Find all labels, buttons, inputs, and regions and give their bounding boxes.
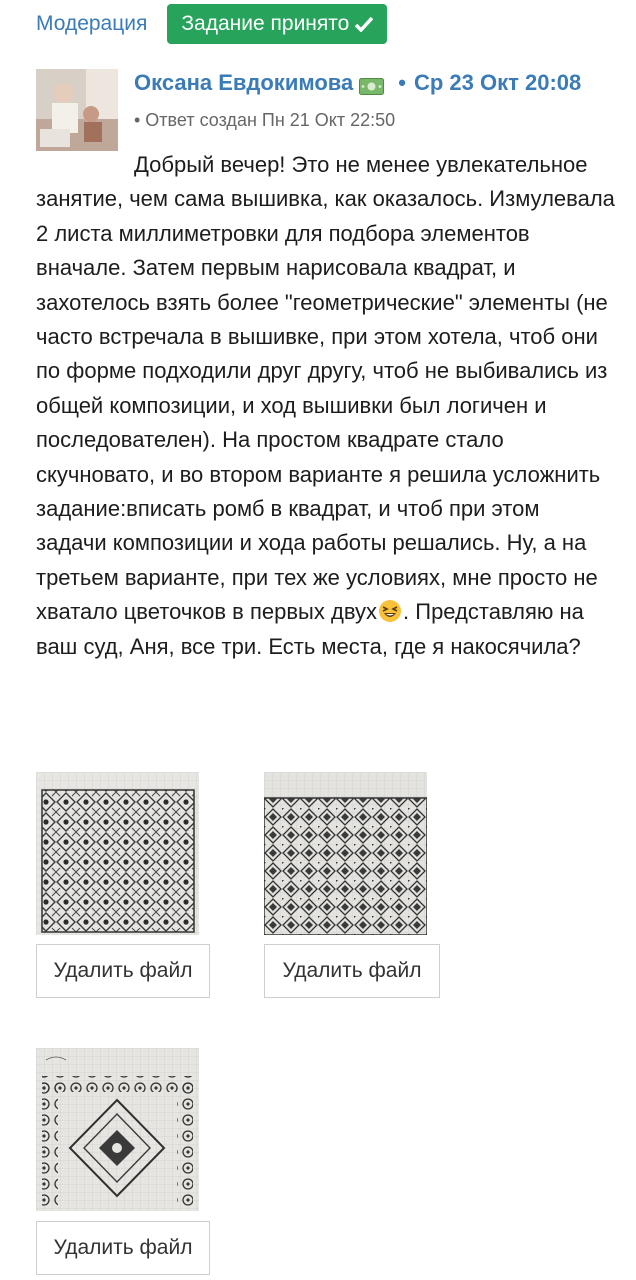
attachment-image-3[interactable] (36, 1048, 199, 1211)
task-accepted-label: Задание принято (181, 12, 350, 35)
task-accepted-badge[interactable] (167, 4, 387, 44)
avatar[interactable] (36, 69, 118, 151)
created-timestamp: • Ответ создан Пн 21 Окт 22:50 (134, 110, 396, 130)
post-date[interactable]: Ср 23 Окт 20:08 (413, 70, 582, 95)
check-icon (355, 16, 373, 32)
separator-dot: • (398, 70, 406, 95)
top-bar (36, 4, 387, 44)
author-name[interactable]: Оксана Евдокимова (134, 70, 354, 95)
delete-file-button[interactable]: Удалить файл (264, 944, 440, 998)
delete-file-button[interactable]: Удалить файл (36, 1221, 210, 1275)
delete-file-button[interactable]: Удалить файл (36, 944, 210, 998)
attachment-image-2[interactable] (264, 772, 427, 935)
laughing-emoji-icon (378, 599, 402, 623)
post-body (36, 148, 616, 664)
post-text-part-1: Добрый вечер! Это не менее увлекательное занятие, чем сама вышивка, как оказалось. Измулевала 2 листа миллиметровки для подбора элементов вначале. Затем первым нарисовала квадрат, и захотелось взять более "геометрические" элементы (не часто встречала в вышивке, при этом хотела, чтоб они по форме подходили друг другу, чтоб не выбивались из общей композиции, и ход вышивки был логичен и последователен). На простом квадрате стало скучновато, и во втором варианте я решила усложнить задание:вписать ромб в квадрат, и чтоб при этом задачи композиции и хода работы решались. Ну, а на третьем варианте, при тех же условиях, мне просто не хватало цветочков в первых двух (36, 152, 615, 625)
author-line (134, 70, 581, 96)
money-icon (359, 75, 384, 92)
attachment-image-1[interactable] (36, 772, 199, 935)
post-text-part-2: . Представляю на ваш суд, Аня, все три. Есть места, где я накосячила? (36, 599, 584, 659)
moderation-link[interactable]: Модерация (36, 12, 148, 35)
